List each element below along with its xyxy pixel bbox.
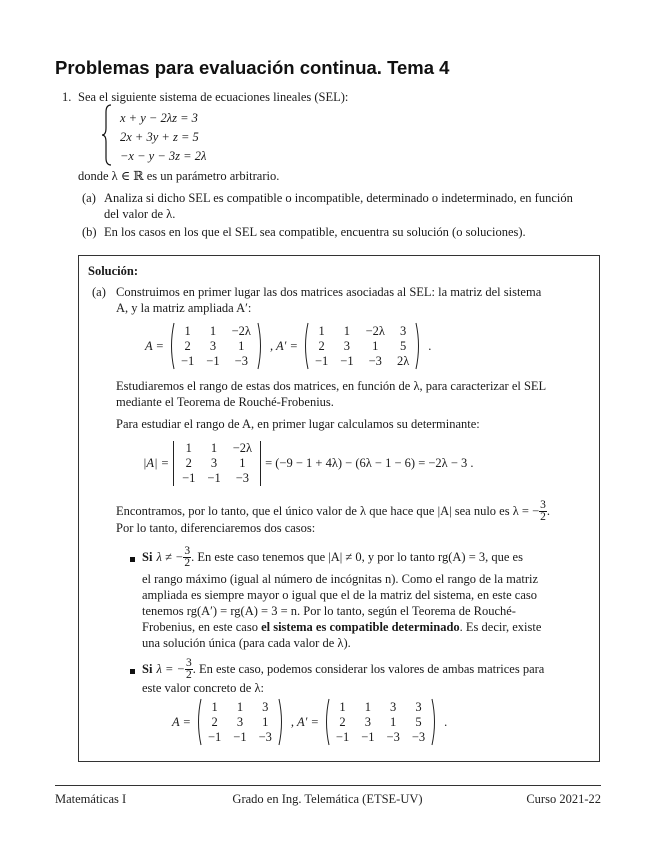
part-a-line-2: del valor de λ. [104, 207, 176, 221]
matrix-ap2 [323, 698, 438, 746]
solution-a-label: (a) [92, 285, 106, 299]
matrix-ap2-cell: −1 [361, 729, 375, 744]
matrix-a-cell: −2λ [231, 323, 251, 338]
matrix-ap-cell: −1 [340, 353, 354, 368]
case-1-rest: . En este caso tenemos que |A| ≠ 0, y por lo tanto rg(A) = 3, que es [191, 550, 523, 565]
matrix-a2-cell: 3 [262, 699, 269, 714]
part-b-label: (b) [82, 225, 97, 239]
det-label: |A| = [143, 455, 170, 470]
system-brace [100, 104, 120, 166]
det-matrix-cell: −1 [182, 470, 196, 485]
case-1-line-5: Frobenius, en este caso el sistema es compatible determinado. Es decir, existe [142, 620, 542, 634]
det-intro: Para estudiar el rango de A, en primer lugar calculamos su determinante: [116, 417, 480, 431]
det-matrix [173, 441, 261, 486]
matrix-a2-row [202, 715, 278, 730]
matrix-ap-cell: 2λ [396, 353, 410, 368]
page-title: Problemas para evaluación continua. Tema 4 [55, 57, 450, 78]
matrix-a-cell: 1 [184, 323, 191, 338]
part-a-label: (a) [82, 191, 96, 205]
det-result: = (−9 − 1 + 4λ) − (6λ − 1 − 6) = −2λ − 3 . [265, 455, 474, 470]
matrix-ap-label: , A′ = [269, 338, 298, 353]
matrix-a-row [175, 324, 257, 339]
matrix-ap2-row [330, 715, 431, 730]
solution-heading: Solución: [88, 264, 139, 278]
matrix-a2-cell: −1 [233, 729, 247, 744]
footer-left: Matemáticas I [55, 792, 127, 806]
part-a-line-1: Analiza si dicho SEL es compatible o incompatible, determinado o indeterminado, en función [104, 191, 573, 205]
matrix-a2 [195, 698, 285, 746]
matrix-a-row [175, 339, 257, 354]
rank-line-1: Estudiaremos el rango de estas dos matrices, en función de λ, para caracterizar el SEL [116, 379, 547, 393]
bullet-case-1 [130, 557, 135, 562]
matrix-equation-1 [145, 322, 431, 370]
matrix-ap2-cell: 5 [415, 714, 422, 729]
matrix-a2-cell: 1 [236, 699, 244, 714]
matrix-ap-cell: 1 [343, 323, 351, 338]
compatible-determinado: el sistema es compatible determinado [261, 620, 460, 634]
solution-a-line-1: Construimos en primer lugar las dos matrices asociadas al SEL: la matriz del sistema [116, 285, 542, 299]
matrix-ap-cell: 1 [372, 338, 379, 353]
matrix-ap2-cell: 2 [339, 714, 346, 729]
found-end: . [546, 504, 550, 519]
det-matrix-cell: −2λ [232, 440, 253, 455]
case-1-line-6: una solución única (para cada valor de λ). [142, 636, 351, 650]
matrix-ap2-cell: −3 [411, 729, 426, 744]
case-2-line-1 [142, 658, 544, 681]
matrix-a-cell: 1 [238, 338, 245, 353]
matrix-a2-label: A = [172, 714, 191, 729]
matrix-a-cell: −1 [206, 353, 220, 368]
case-1-line-2: el rango máximo (igual al número de incógnitas n). Como el rango de la matriz [142, 572, 539, 586]
matrix-a-row [175, 354, 257, 369]
matrix-a2-row [202, 730, 278, 745]
matrix-ap-cell: −2λ [365, 323, 385, 338]
matrix-ap2-cell: −1 [335, 729, 350, 744]
det-matrix-cell: −1 [207, 470, 221, 485]
matrix-ap2-cell: 1 [390, 714, 397, 729]
matrix-a-label: A = [145, 338, 164, 353]
matrix-ap2-cell: −3 [386, 729, 400, 744]
determinant-equation [143, 438, 474, 488]
matrix-ap-cell: 1 [318, 323, 325, 338]
problem-number: 1. [62, 90, 72, 104]
matrix-ap-row [309, 324, 415, 339]
rank-line-2: mediante el Teorema de Rouché-Frobenius. [116, 395, 334, 409]
matrix-ap2-row [330, 730, 431, 745]
matrix-period: . [428, 338, 432, 353]
part-b-text: En los casos en los que el SEL sea compatible, encuentra su solución (o soluciones). [104, 225, 526, 239]
det-matrix-row [176, 441, 258, 456]
det-matrix-row [176, 456, 258, 471]
matrix-a2-cell: −3 [258, 729, 272, 744]
matrix-ap-cell: 3 [343, 338, 351, 353]
matrix-ap-row [309, 339, 415, 354]
matrix-ap [302, 322, 422, 370]
case-1-line-4: tenemos rg(A′) = rg(A) = 3 = n. Por lo tanto, según el Teorema de Rouché- [142, 604, 516, 618]
matrix-a2-cell: −1 [207, 729, 222, 744]
det-matrix-cell: 3 [210, 455, 218, 470]
matrix-a2-cell: 1 [262, 714, 269, 729]
matrix-ap2-cell: 1 [364, 699, 371, 714]
equation-1: x + y − 2λz = 3 [120, 111, 198, 125]
det-matrix-cell: 1 [185, 440, 192, 455]
footer-rule [55, 785, 601, 786]
fraction-three-halves: $\frac{3}{2}$ [540, 499, 546, 523]
matrix-ap-row [309, 354, 415, 369]
case-2-condition: λ = − [156, 662, 185, 677]
matrix-ap-cell: −1 [314, 353, 329, 368]
case-1-fraction: $\frac{3}{2}$ [184, 545, 191, 569]
matrix-ap2-cell: 3 [364, 714, 371, 729]
matrix-a-cell: 1 [209, 323, 217, 338]
det-matrix-cell: 1 [210, 440, 218, 455]
det-matrix-row [176, 471, 258, 486]
matrix-ap2-cell: 3 [390, 699, 397, 714]
case-1-condition: λ ≠ − [156, 550, 184, 565]
matrix-a2-cell: 3 [236, 714, 244, 729]
parameter-line: donde λ ∈ ℝ es un parámetro arbitrario. [78, 169, 280, 183]
matrix-equation-2 [172, 698, 447, 746]
matrix-a-cell: −1 [180, 353, 195, 368]
matrix-period-2: . [444, 714, 448, 729]
det-matrix-cell: −3 [235, 470, 250, 485]
problem-intro: Sea el siguiente sistema de ecuaciones lineales (SEL): [78, 90, 349, 104]
two-cases-line: Por lo tanto, diferenciaremos dos casos: [116, 521, 316, 535]
matrix-ap2-cell: 1 [339, 699, 346, 714]
case-2-si: Si [142, 662, 153, 677]
matrix-ap2-label: , A′ = [290, 714, 319, 729]
matrix-ap2-cell: 3 [415, 699, 422, 714]
matrix-a2-cell: 1 [211, 699, 218, 714]
found-text: Encontramos, por lo tanto, que el único valor de λ que hace que |A| sea nulo es λ = − [116, 504, 540, 519]
det-matrix-cell: 1 [239, 455, 246, 470]
case-1-line-1 [142, 546, 523, 569]
det-matrix-cell: 2 [185, 455, 192, 470]
matrix-a-cell: −3 [234, 353, 248, 368]
matrix-a-cell: 2 [184, 338, 191, 353]
matrix-ap-cell: −3 [368, 353, 382, 368]
case-1-si: Si [142, 550, 153, 565]
footer-right: Curso 2021-22 [526, 792, 601, 806]
matrix-a2-cell: 2 [211, 714, 218, 729]
solution-a-line-2: A, y la matriz ampliada A′: [116, 301, 252, 315]
case-2-line-2: este valor concreto de λ: [142, 681, 264, 695]
matrix-ap-cell: 2 [318, 338, 325, 353]
equation-2: 2x + 3y + z = 5 [120, 130, 199, 144]
matrix-a-cell: 3 [209, 338, 217, 353]
matrix-a2-row [202, 700, 278, 715]
matrix-ap-cell: 5 [399, 338, 407, 353]
matrix-ap2-row [330, 700, 431, 715]
case-2-fraction: $\frac{3}{2}$ [185, 657, 192, 681]
equation-3: −x − y − 3z = 2λ [120, 149, 207, 163]
footer-center: Grado en Ing. Telemática (ETSE-UV) [232, 792, 423, 806]
case-2-rest: . En este caso, podemos considerar los valores de ambas matrices para [192, 662, 545, 677]
bullet-case-2 [130, 669, 135, 674]
case-1-line-3: ampliada es siempre mayor o igual que el de la matriz del sistema, en este caso [142, 588, 537, 602]
matrix-a [168, 322, 264, 370]
matrix-ap-cell: 3 [399, 323, 407, 338]
